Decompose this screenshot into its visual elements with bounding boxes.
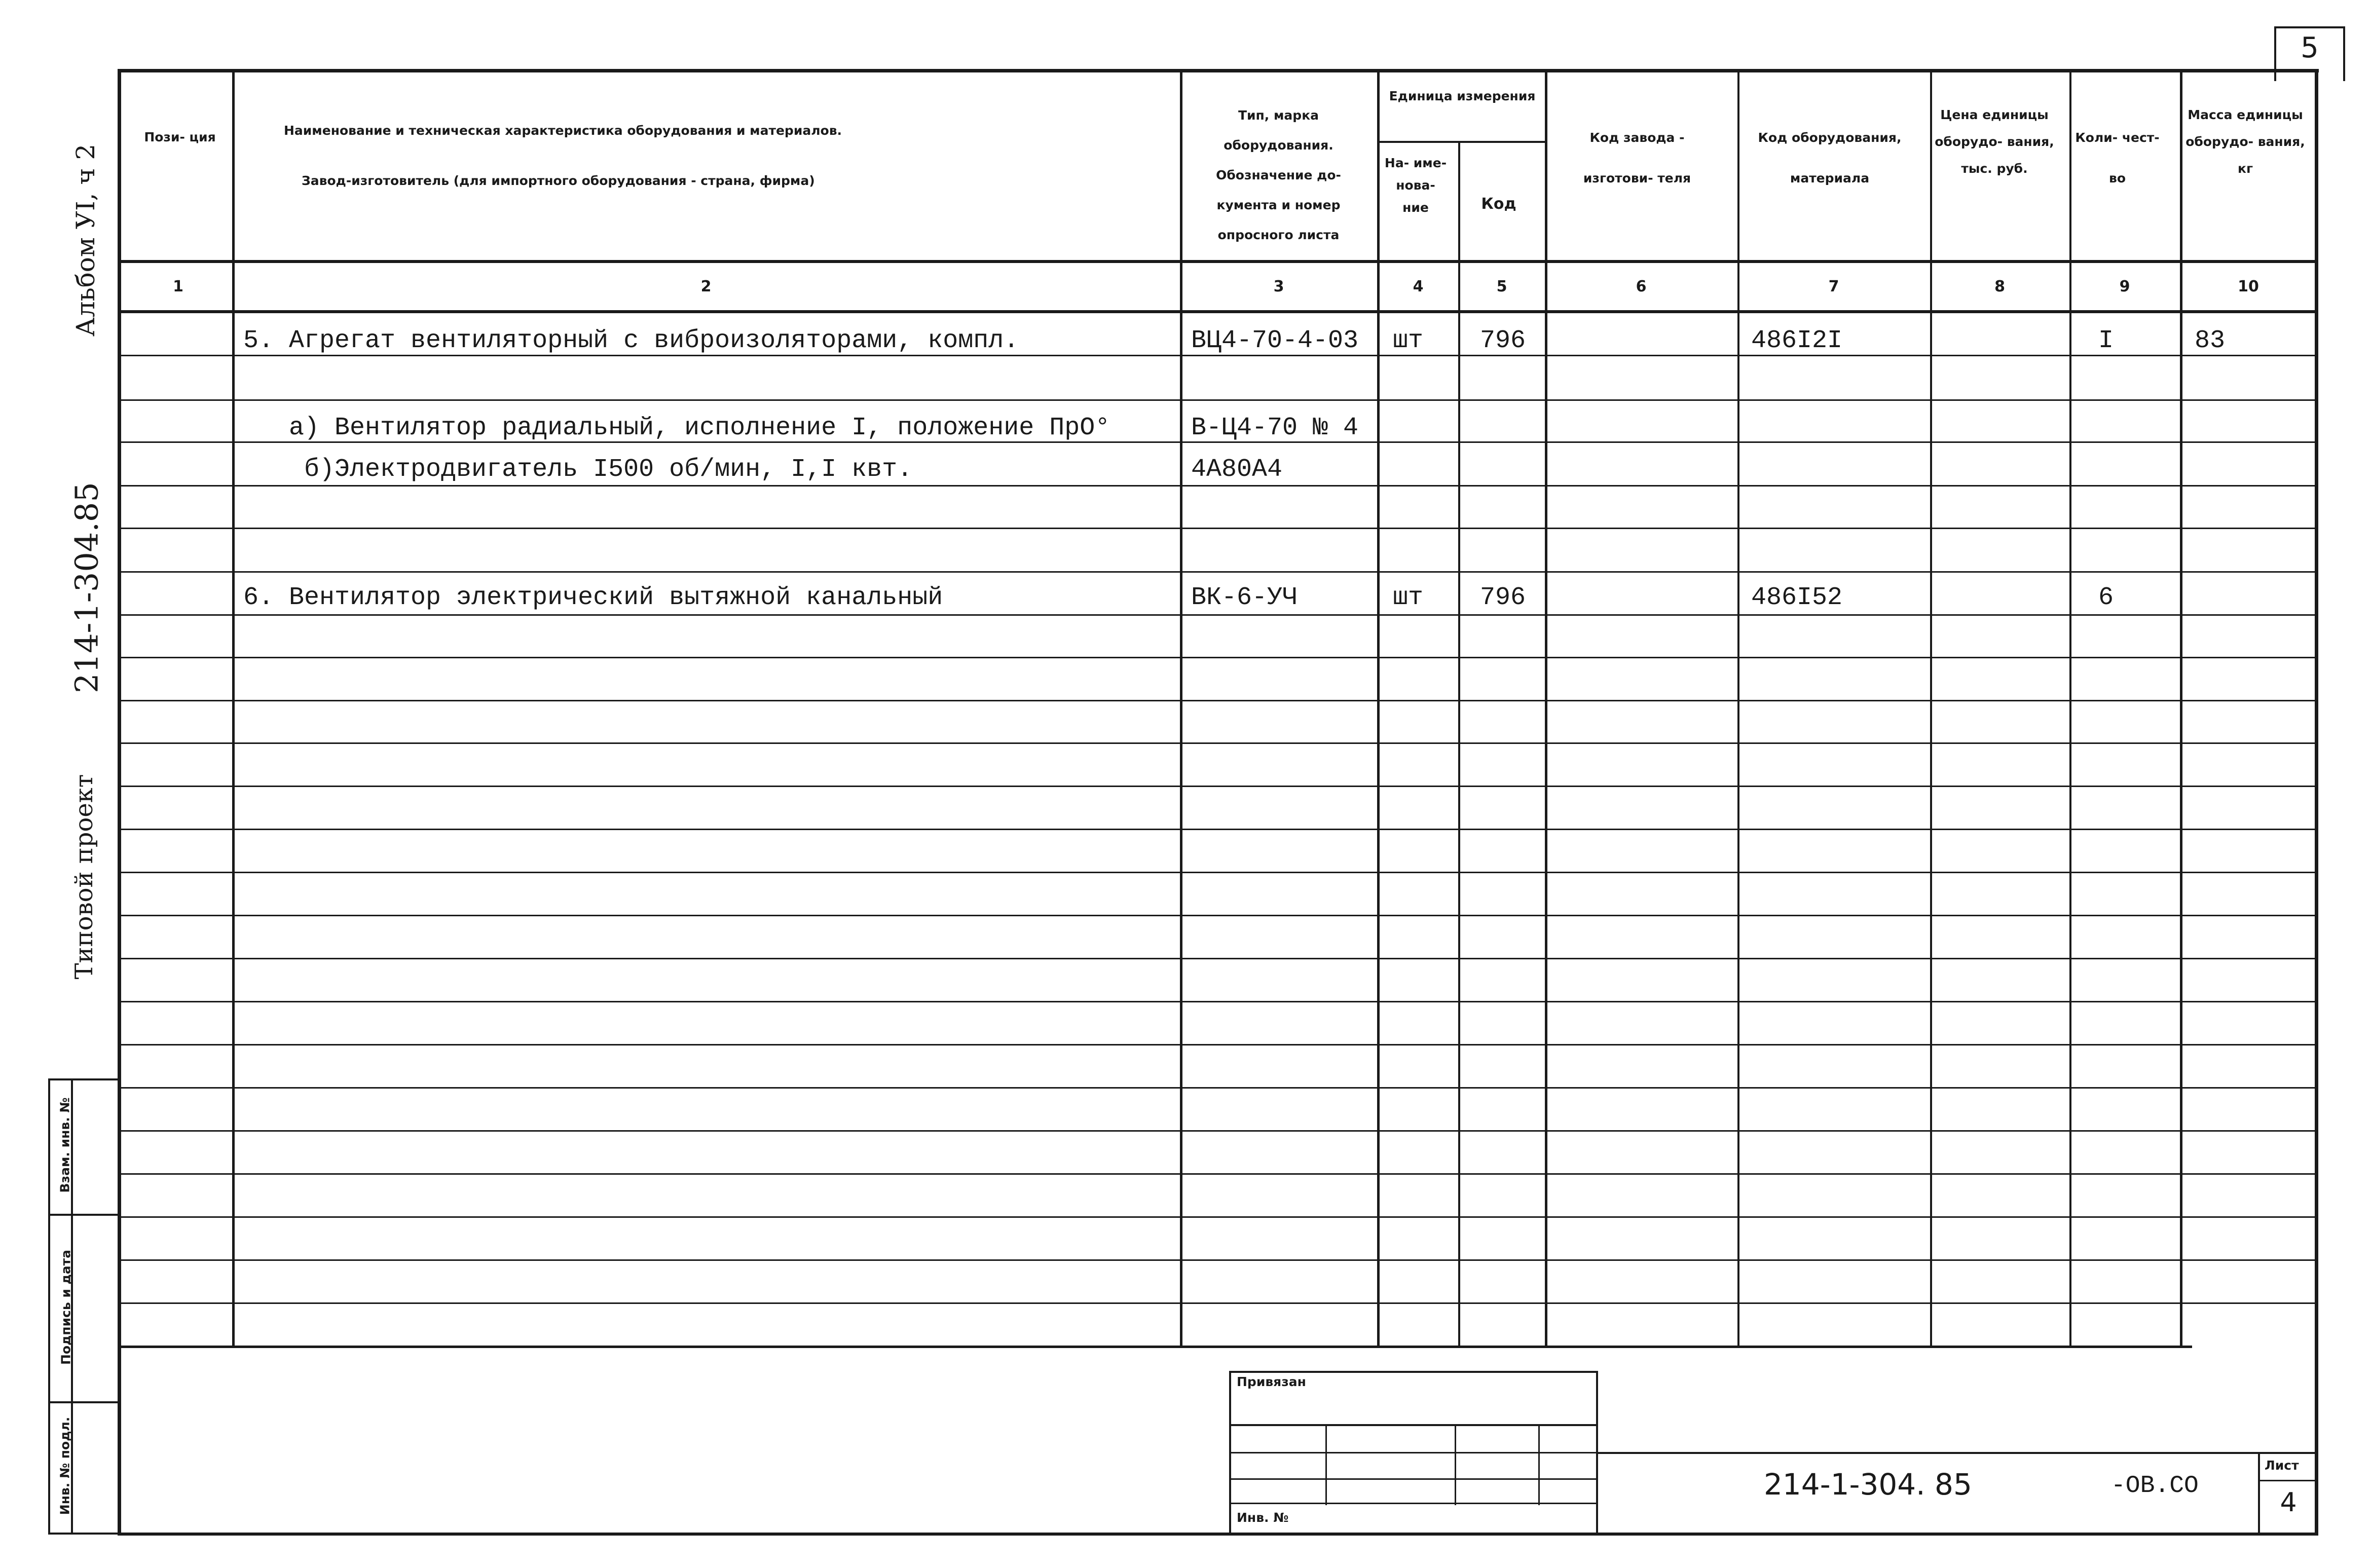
row-rule [119,657,2316,658]
row-equip-code: 486I2I [1751,326,1843,355]
header-price: Цена единицы оборудо- вания, тыс. руб. [1935,107,2054,176]
frame-bottom [118,1533,2318,1536]
list-label: Лист [2265,1458,2299,1473]
header-type-line: Тип, марка [1238,108,1319,123]
col-number: 8 [1994,278,2005,295]
doc-code: 214-1-304. 85 [1764,1467,1972,1502]
header-name-line2: Завод-изготовитель (для импортного оборудования - страна, фирма) [302,173,815,188]
frame-left [118,69,121,1536]
list-number: 4 [2280,1487,2297,1518]
row-name: а) Вентилятор радиальный, исполнение I, положение ПрО° [289,414,1110,442]
row-rule [119,1044,2316,1046]
col-number: 3 [1273,278,1284,295]
row-unit-code: 796 [1480,326,1526,355]
row-equip-code: 486I52 [1751,583,1843,612]
row-rule [119,1001,2316,1002]
col-number: 9 [2119,278,2130,295]
column-rule [1180,69,1182,1348]
side-album: Альбом УI, ч 2 [71,143,100,337]
col-number: 2 [700,278,712,295]
header-name-line1: Наименование и техническая характеристика оборудования и материалов. [284,123,842,138]
col-number: 7 [1828,278,1839,295]
row-rule [119,872,2316,873]
col-number: 10 [2238,278,2259,295]
row-rule [119,1130,2316,1132]
stamp-inv: Инв. № подл. [57,1416,72,1515]
row-rule [119,1087,2316,1089]
row-type: ВЦ4-70-4-03 [1191,326,1359,355]
row-rule [119,1216,2316,1218]
row-rule [119,700,2316,701]
row-type: ВК-6-УЧ [1191,583,1298,612]
header-mass: Масса единицы оборудо- вания, кг [2185,107,2305,176]
row-rule [119,614,2316,616]
row-rule [119,786,2316,787]
row-type: В-Ц4-70 № 4 [1191,414,1359,442]
row-rule [119,1302,2316,1304]
row-name: 6. Вентилятор электрический вытяжной канальный [243,583,943,612]
row-rule [119,528,2316,529]
doc-suffix: -ОВ.СО [2111,1472,2199,1500]
header-position: Пози- ция [144,130,216,144]
header-type [1183,100,1374,250]
header-unit-group: Единица измерения [1389,89,1536,103]
row-rule [119,399,2316,401]
column-rule [232,69,235,1348]
header-qty: Коли- чест- во [2075,130,2160,185]
side-project: Типовой проект [70,774,98,980]
row-rule [119,485,2316,487]
column-rule [1458,142,1460,1348]
col-number: 4 [1413,278,1424,295]
inv-no-label: Инв. № [1237,1510,1289,1525]
privyazan-label: Привязан [1237,1374,1306,1389]
side-code: 214-1-304.85 [68,482,105,693]
column-rule [1377,69,1380,1348]
frame-top [119,69,2319,72]
column-rule [2180,69,2182,1348]
row-qty: I [2098,326,2114,355]
header-unit-code: Код [1481,195,1516,213]
stamp-vzam: Взам. инв. № [57,1097,72,1193]
header-type-line: опросного листа [1217,228,1340,242]
col-number: 6 [1636,278,1647,295]
row-type: 4А80А4 [1191,455,1283,484]
row-unit: шт [1393,326,1424,355]
header-factory-code: Код завода - изготови- теля [1583,130,1691,185]
header-type-line: кумента и номер [1216,198,1341,212]
row-mass: 83 [2195,326,2226,355]
header-unit-name: На- име- нова- ние [1384,156,1447,215]
row-rule [119,1173,2316,1175]
row-rule [119,571,2316,573]
header-equip-code: Код оборудования, материала [1758,130,1902,185]
row-name: б)Электродвигатель I500 об/мин, I,I квт. [304,455,913,484]
column-rule [1545,69,1547,1348]
header-type-line: Обозначение до- [1216,168,1341,182]
row-unit-code: 796 [1480,583,1526,612]
row-qty: 6 [2098,583,2114,612]
sheet-number-top: 5 [2301,31,2319,64]
row-rule [119,958,2316,959]
stamp-podpis: Подпись и дата [58,1249,73,1365]
row-name: 5. Агрегат вентиляторный с виброизоляторами, компл. [243,326,1019,355]
header-type-line: оборудования. [1224,138,1333,153]
row-rule [119,915,2316,916]
row-rule [119,829,2316,830]
col-number: 1 [173,278,183,295]
col-number: 5 [1496,278,1507,295]
column-rule [2069,69,2071,1348]
column-rule [1930,69,1932,1348]
row-unit: шт [1393,583,1424,612]
column-rule [1737,69,1739,1348]
row-rule [119,742,2316,744]
row-rule [119,1259,2316,1261]
